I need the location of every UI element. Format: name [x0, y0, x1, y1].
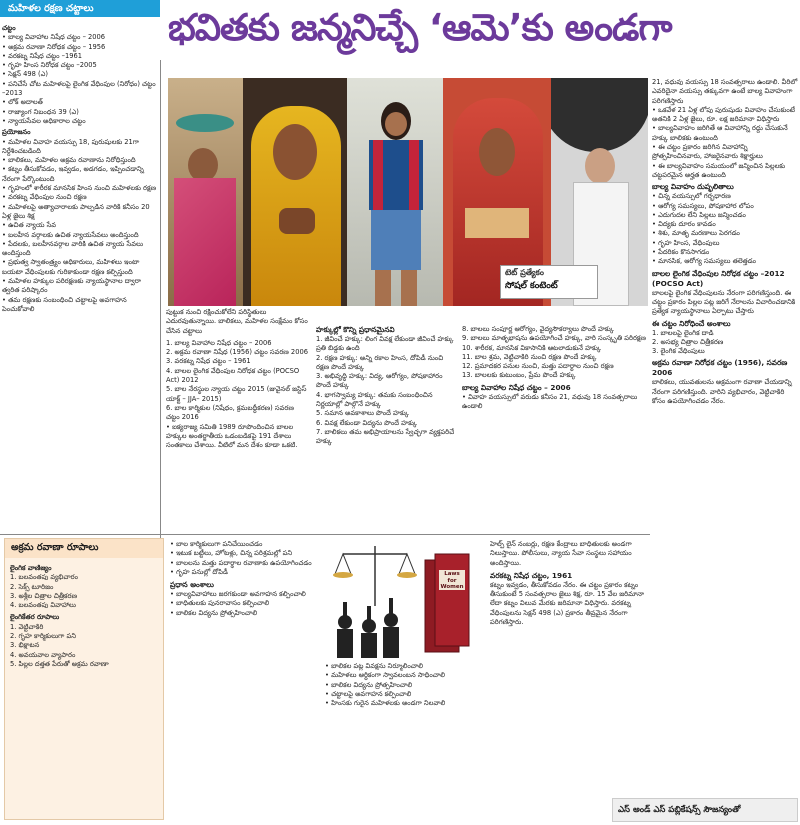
- column-rights-continued: [462, 325, 650, 535]
- child-marriage-point: • ఒకవేళ 21 ఏళ్ల లోపు పురుషుడు వివాహం చేసుకుంటే అతనికి 2 ఏళ్ల జైలు, రూ. లక్ష జరిమానా విధిస్తారు: [652, 105, 795, 124]
- bottom-left-box: [4, 538, 164, 820]
- bottom-mid-item: • గృహ పనుల్లో దోపిడీ: [170, 567, 228, 576]
- law-list-item: • ఐక్యరాజ్య సమితి 1989 రూపొందించిన బాలల హక్కుల అంతర్జాతీయ ఒడంబడికపై 191 దేశాలు సంతకాలు చేశాయి. వీటిలో మన దేశం కూడా ఒకటి.: [166, 422, 298, 450]
- bottom-right-column: [490, 540, 646, 820]
- bottom-center-item: • బాలికల పట్ల వివక్షను నిర్మూలించాలి: [325, 662, 424, 670]
- rights-list-item: 10. శారీరక, మానసిక వికాసానికి ఆటలాడుకునే హక్కు: [462, 343, 601, 352]
- left-column-item: • సెక్షన్ 498 (ఎ): [2, 70, 48, 79]
- rights-list-item: 13. బాలలకు కుటుంబం, ప్రేమ పొందే హక్కు: [462, 371, 576, 380]
- bottom-mid-item: • ఇటుక బట్టీలు, హోటళ్లు, చిన్న పరిశ్రమల్లో పని: [170, 549, 293, 558]
- rights-list-item: 8. బాలలు సంపూర్ణ ఆరోగ్యం, వైద్యసౌకర్యాలు పొందే హక్కు: [462, 325, 614, 333]
- trafficking-form-item: లైంగికేతర రూపాలు: [10, 613, 60, 622]
- left-column-item: • గృహంలో శారీరక మానసిక హింస నుంచి మహిళలకు రక్షణ: [2, 184, 156, 193]
- left-column-item: • అక్రమ రవాణా నిరోధక చట్టం – 1956: [2, 42, 106, 51]
- bottom-center-column: [325, 662, 485, 812]
- caption-line-2: సోషల్ కంటెంట్: [505, 281, 558, 291]
- left-column-item: • వరకట్న వేధింపుల నుంచి రక్షణ: [2, 193, 87, 202]
- section-tag: మహిళల రక్షణ చట్టాలు: [0, 0, 160, 17]
- left-column-item: • కట్నం తీసుకోవడం, ఇవ్వడం, అడగడం, ఇప్పించడాన్ని నేరంగా పేర్కొంటుంది: [2, 165, 144, 183]
- page-title: భవితకు జన్మనిచ్చే ‘ఆమె’కు అండగా: [168, 6, 672, 49]
- bottom-center-item: • బాలికల విద్యను ప్రోత్సహించాలి: [325, 680, 413, 689]
- helpline-text: హెల్ప్ లైన్ నంబర్లు, రక్షణ కేంద్రాలు బాధితులకు అండగా నిలుస్తాయి. పోలీసులు, న్యాయ సేవా సంస్థలు సహాయం అందిస్తాయి.: [490, 540, 632, 567]
- left-column-item: • మహిళల హక్కుల పరిరక్షణకు న్యాయస్థానాల ద్వారా త్వరిత పరిష్కారం: [2, 277, 141, 295]
- rights-list-item: 5. సమాన అవకాశాలు పొందే హక్కు: [316, 409, 409, 418]
- photo-young-woman-red-dupatta: [347, 78, 443, 306]
- key-point-item: • బాధితులకు పునరావాసం కల్పించాలి: [170, 599, 270, 608]
- book-label: Laws for Women: [440, 571, 464, 589]
- bottom-mid-item: • బాలలను మత్తు పదార్థాల రవాణాకు ఉపయోగించడం: [170, 558, 312, 567]
- key-point-item: • బాల్యవివాహాలు జరగకుండా అవగాహన కల్పించాలి: [170, 590, 306, 599]
- ill-effect-item: • చిన్న వయస్సులో గర్భధారణ: [652, 192, 731, 201]
- ill-effect-item: • శిశు, మాతృ మరణాలు పెరగడం: [652, 229, 740, 238]
- rights-list-item: 3. అభివృద్ధి హక్కు: విద్య, ఆరోగ్యం, పోషకాహారం పొందే హక్కు: [316, 372, 443, 390]
- pocso-point: 3. లైంగిక వేధింపులు: [652, 347, 705, 356]
- ill-effect-item: • ఆరోగ్య సమస్యలు, పోషకాహార లోపం: [652, 201, 754, 210]
- caption-line-1: టెట్ ప్రత్యేకం: [505, 268, 544, 277]
- ill-effect-item: • గృహ హింస, వేధింపులు: [652, 238, 720, 247]
- pocso-point: 1. బాలలపై లైంగిక దాడి: [652, 328, 714, 337]
- pocso-text: బాలలపై లైంగిక వేధింపులను నేరంగా పరిగణిస్తుంది. ఈ చట్టం ప్రకారం పిల్లల పట్ల జరిగే నేరాలను విచారించడానికి ప్రత్యేక న్యాయస్థానాలు ఏర్పాటు చేస్తారు: [652, 288, 796, 316]
- law-list-item: 4. బాలల లైంగిక వేధింపుల నిరోధక చట్టం (POCSO Act) 2012: [166, 366, 300, 385]
- left-column: [2, 22, 157, 532]
- law-list-item: 5. బాల నేరస్థుల న్యాయ చట్టం 2015 (జువైనల్ జస్టిస్ యాక్ట్ – JJA– 2015): [166, 385, 307, 403]
- trafficking-forms-heading: అక్రమ రవాణా రూపాలు: [5, 539, 163, 558]
- law-list-item: 1. బాల్య వివాహాల నిషేధ చట్టం – 2006: [166, 338, 272, 347]
- pocso-points-heading: ఈ చట్టం నిరోధించే అంశాలు: [652, 318, 731, 328]
- bottom-center-item: • మహిళలు ఆర్థికంగా స్వావలంబన సాధించాలి: [325, 671, 446, 680]
- ill-effect-item: • ఎదుగుదల లేని పిల్లలు జన్మించడం: [652, 210, 746, 219]
- trafficking-form-item: 3. భిక్షాటన: [10, 641, 40, 650]
- trafficking-form-item: 4. అవయవాల వ్యాపారం: [10, 650, 76, 659]
- child-marriage-point: • ఈ బాల్యవివాహం సమయంలో జన్మించిన పిల్లలకు చట్టపరమైన అర్హత ఉంటుంది: [652, 161, 786, 179]
- rights-list-item: 1. జీవించే హక్కు: లింగ వివక్ష లేకుండా జీవించే హక్కు ప్రతి బిడ్డకు ఉంది: [316, 335, 454, 353]
- ill-effects-heading: బాల్య వివాహం దుష్ఫలితాలు: [652, 182, 734, 192]
- bottom-mid-column: [170, 540, 320, 820]
- left-column-item: • లోక్ అదాలత్: [2, 98, 43, 107]
- column-intro: పుట్టుక నుంచి రక్షించుకోలేని పరిస్థితులు ఎదురవుతున్నాయి. బాలికలు, మహిళల సంక్షేమం కోసం చేసిన చట్టాలు: [166, 308, 308, 335]
- left-column-item: • పేదలకు, బలహీనవర్గాల వారికి ఉచిత న్యాయ సేవలు అందిస్తుంది: [2, 239, 144, 258]
- child-marriage-act-heading: బాల్య వివాహాల నిషేధ చట్టం – 2006: [462, 382, 571, 392]
- trafficking-form-item: 3. అశ్లీల చిత్రాల చిత్రీకరణ: [10, 591, 78, 600]
- left-column-item: • గృహ హింస నిరోధక చట్టం –2005: [2, 61, 97, 70]
- trafficking-form-item: 2. గృహ కార్మికులుగా పని: [10, 632, 76, 641]
- left-column-item: • మహిళలపై అత్యాచారాలకు పాల్పడిన వారికి కనీసం 20 ఏళ్ల జైలు శిక్ష: [2, 202, 150, 220]
- photo-woman-yellow-saree: [243, 78, 347, 306]
- column-laws: [166, 308, 308, 528]
- law-list-item: 2. అక్రమ రవాణా నిషేధ (1956) చట్టం సవరణ 2006: [166, 348, 308, 357]
- right-intro: 21, వధువు వయస్సు 18 సంవత్సరాలు ఉండాలి. వీరిలో ఎవరిదైనా వయస్సు తక్కువగా ఉంటే బాల్య వివాహంగా పరిగణిస్తారు: [652, 78, 798, 105]
- left-column-item: ప్రయోజనం: [2, 128, 31, 137]
- key-points-heading: ప్రధాన అంశాలు: [170, 580, 214, 590]
- photo-woman-with-pot: [168, 78, 243, 306]
- rights-list-item: 11. బాల శ్రమ, వెట్టిచాకిరి నుంచి రక్షణ పొందే హక్కు: [462, 352, 597, 361]
- dowry-act-heading: వరకట్న నిషేధ చట్టం, 1961: [490, 570, 573, 580]
- ill-effect-item: • విద్యకు దూరం కావడం: [652, 220, 716, 229]
- column-rights: [316, 325, 456, 535]
- left-column-item: • బలహీన వర్గాలకు ఉచిత న్యాయసేవలు అందిస్తుంది: [2, 230, 139, 239]
- bottom-mid-item: • బాల కార్మికులుగా పనిచేయించడం: [170, 540, 263, 548]
- column-right: [652, 78, 798, 608]
- photo-caption-badge: [500, 265, 598, 299]
- key-point-item: • బాలికల విద్యను ప్రోత్సహించాలి: [170, 608, 258, 617]
- rights-list-item: 12. ప్రమాదకర పనుల నుంచి, మత్తు పదార్థాల నుంచి రక్షణ: [462, 362, 614, 371]
- rights-list-item: 2. రక్షణ హక్కు: అన్ని రకాల హింస, దోపిడీ నుంచి రక్షణ పొందే హక్కు: [316, 353, 444, 371]
- left-column-item: చట్టం: [2, 24, 16, 32]
- rights-list-item: 6. వివక్ష లేకుండా విద్యను పొందే హక్కు: [316, 418, 418, 427]
- rights-list-item: 4. భాగస్వామ్య హక్కు: తమకు సంబంధించిన నిర్ణయాల్లో పాల్గొనే హక్కు: [316, 390, 433, 409]
- left-column-item: • బాలికలు, మహిళల అక్రమ రవాణాను నిరోధిస్తుంది: [2, 156, 136, 165]
- rights-list-item: 9. బాలలు మాతృభాషను ఉపయోగించే హక్కు, వారి సంస్కృతి పరిరక్షణ: [462, 334, 646, 343]
- pocso-heading: బాలల లైంగిక వేధింపుల నిరోధక చట్టం –2012 (POCSO Act): [652, 268, 785, 288]
- bottom-center-item: • హింసకు గురైన మహిళలకు అండగా నిలవాలి: [325, 699, 446, 708]
- trafficking-form-item: 5. పిల్లల దత్తత పేరుతో అక్రమ రవాణా: [10, 659, 109, 668]
- trafficking-act-text: బాలికలు, యువతులను అక్రమంగా రవాణా చేయడాన్ని నేరంగా పరిగణిస్తుంది. వారిని వ్యభిచారం, వెట్టిచాకిరి కోసం ఉపయోగించడం నేరం.: [652, 378, 792, 406]
- law-list-item: 6. బాల కార్మికుల (నిషేధం, క్రమబద్ధీకరణ) సవరణ చట్టం 2016: [166, 403, 294, 422]
- credit-box: ఎస్ అండ్ ఎస్ పబ్లికేషన్స్ సౌజన్యంతో: [612, 798, 798, 822]
- trafficking-form-item: 2. సెక్స్ టూరిజం: [10, 582, 54, 591]
- bottom-center-item: • చట్టాలపై అవగాహన కల్పించాలి: [325, 689, 412, 698]
- dowry-act-text: కట్నం ఇవ్వడం, తీసుకోవడం నేరం. ఈ చట్టం ప్రకారం కట్నం తీసుకుంటే 5 సంవత్సరాల జైలు శిక్ష, రూ. 15 వేల జరిమానా లేదా కట్నం విలువ మేరకు జరిమానా విధిస్తారు. వరకట్న వేధింపులను సెక్షన్ 498 (ఎ) ప్రకారం తీవ్రమైన నేరంగా పరిగణిస్తారు.: [490, 580, 645, 627]
- trafficking-form-item: 4. బలవంతపు వివాహాలు: [10, 601, 76, 610]
- pocso-point: 2. అసభ్య చిత్రాల చిత్రీకరణ: [652, 337, 724, 346]
- left-column-item: • మహిళల వివాహ వయస్సు 18, పురుషులకు 21గా నిర్దేశించబడింది: [2, 137, 139, 155]
- trafficking-act-heading: అక్రమ రవాణా నిరోధక చట్టం (1956), సవరణ 2006: [652, 358, 788, 378]
- child-marriage-point: • బాల్యవివాహం జరిగితే ఆ వివాహాన్ని రద్దు చేసుకునే హక్కు బాలికకు ఉంటుంది: [652, 124, 788, 142]
- left-column-item: • ఉచిత న్యాయ సేవ: [2, 221, 57, 230]
- trafficking-form-item: 1. వెట్టిచాకిరి: [10, 622, 44, 631]
- left-column-item: • పనిచేసే చోట మహిళలపై లైంగిక వేధింపుల (నిరోధం) చట్టం –2013: [2, 79, 156, 98]
- left-column-item: • న్యాయసేవల అధికారాల చట్టం: [2, 116, 86, 125]
- trafficking-form-item: లైంగిక వాణిజ్యం: [10, 564, 52, 572]
- rights-list-item: 7. బాలికలు తమ అభిప్రాయాలను స్వేచ్ఛగా వ్యక్తపరిచే హక్కు: [316, 427, 455, 446]
- ill-effect-item: • పేదరికం కొనసాగడం: [652, 248, 710, 257]
- left-column-item: • ప్రభుత్వ స్వాతంత్ర్యం అధికారులు, మహిళలు ఇంటా బయటా వేధింపులకు గురికాకుండా రక్షణ కల్పిస్తుంది: [2, 258, 140, 276]
- trafficking-form-item: 1. బలవంతపు వ్యభిచారం: [10, 573, 79, 582]
- law-list-item: 3. వరకట్న నిషేధ చట్టం – 1961: [166, 357, 251, 366]
- left-column-item: • వరకట్న నిషేధ చట్టం –1961: [2, 51, 83, 60]
- rights-heading: హక్కుల్లో కొన్ని ప్రధానమైనవి: [316, 325, 395, 334]
- justice-illustration: [325, 540, 485, 658]
- ill-effect-item: • మానసిక, ఆరోగ్య సమస్యలు తలెత్తడం: [652, 257, 756, 266]
- child-marriage-point: • ఈ చట్టం ప్రకారం జరిగిన వివాహాన్ని ప్రోత్సహించినవారు, హాజరైనవారు శిక్షార్హులు: [652, 143, 763, 161]
- left-column-item: • రాజ్యాంగ నిబంధన 39 (ఎ): [2, 107, 79, 116]
- child-marriage-note: • వివాహ వయస్సులో వరుడు కనీసం 21, వధువు 18 సంవత్సరాలు ఉండాలి: [462, 392, 638, 411]
- left-column-item: • బాల్య వివాహాల నిషేధ చట్టం – 2006: [2, 33, 106, 42]
- left-column-item: • తమ రక్షణకు సంబంధించి చట్టాలపై అవగాహన పెంచుకోవాలి: [2, 295, 127, 313]
